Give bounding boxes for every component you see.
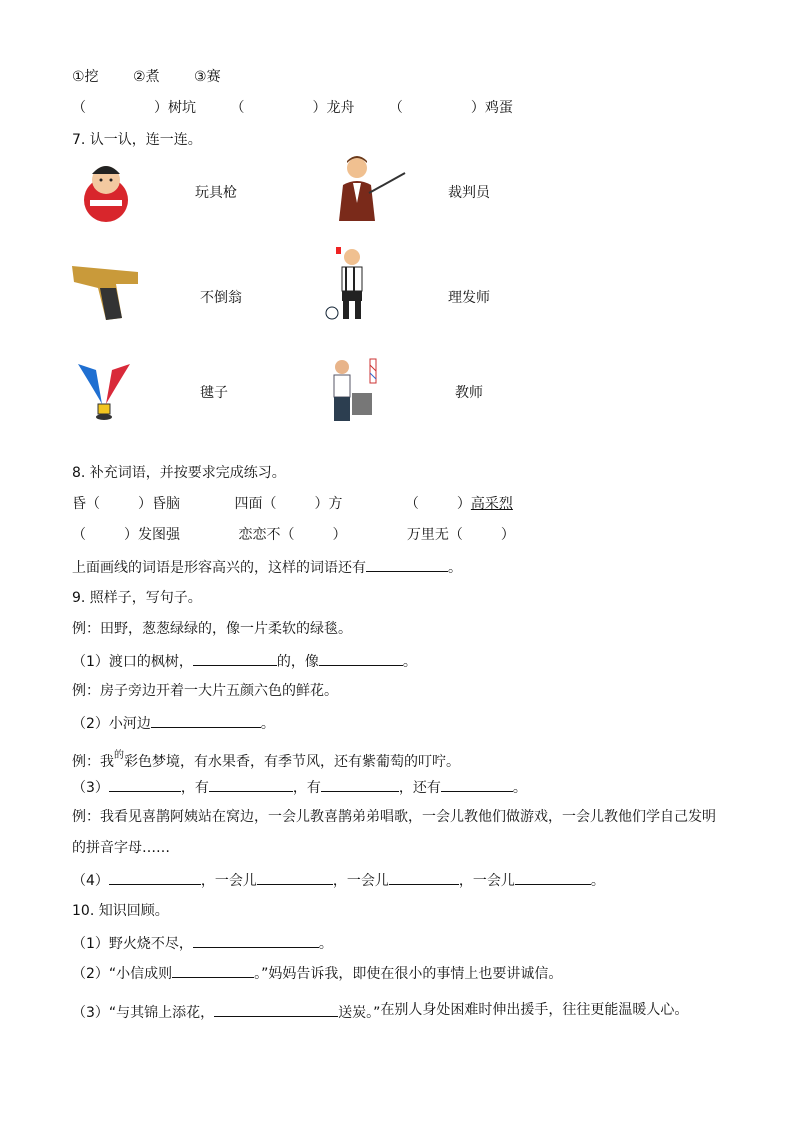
phrase: 龙舟 <box>326 100 355 116</box>
superscript-text: 的 <box>114 750 124 761</box>
answer-blank[interactable] <box>109 870 201 885</box>
paren: （ <box>230 100 245 116</box>
recall-3 <box>72 1002 688 1022</box>
text: （1）渡口的枫树， <box>72 654 193 670</box>
note-text: 上面画线的词语是形容高兴的，这样的词语还有 <box>72 560 366 576</box>
text: 的，像 <box>276 654 319 670</box>
answer-blank[interactable] <box>515 870 591 885</box>
q8-row2 <box>72 526 515 544</box>
q10-title: 10. 知识回顾。 <box>72 903 169 919</box>
text: （2）“小信成则 <box>72 966 173 982</box>
option-3: ③赛 <box>194 69 221 85</box>
q8-note <box>72 557 462 577</box>
answer-blank[interactable] <box>193 933 319 948</box>
paren: ） <box>154 100 168 116</box>
sentence-4 <box>72 870 605 890</box>
sentence-1 <box>72 651 417 671</box>
example-2: 例：房子旁边开着一大片五颜六色的鲜花。 <box>72 683 338 699</box>
label-referee[interactable]: 裁判员 <box>448 185 490 201</box>
label-tumbler[interactable]: 不倒翁 <box>200 290 242 306</box>
word-part: ）昏脑 <box>138 496 180 512</box>
text: 。”妈妈告诉我，即使在很小的事情上也要讲诚信。 <box>254 966 563 982</box>
answer-blank[interactable] <box>366 557 448 572</box>
q9-title: 9. 照样子，写句子。 <box>72 590 202 606</box>
text: （3）“与其锦上添花， <box>72 1005 215 1021</box>
text: ，一会儿 <box>332 873 389 889</box>
text: （3） <box>72 780 109 796</box>
text: 。 <box>318 936 333 952</box>
teacher-image <box>335 153 415 223</box>
label-barber[interactable]: 理发师 <box>448 290 490 306</box>
answer-blank[interactable] <box>214 1002 338 1017</box>
recall-2 <box>72 963 562 983</box>
answer-blank[interactable] <box>321 777 399 792</box>
phrase: 鸡蛋 <box>484 100 513 116</box>
example-1: 例：田野，葱葱绿绿的，像一片柔软的绿毯。 <box>72 621 352 637</box>
word-part: 恋恋不（ <box>238 527 295 543</box>
answer-blank[interactable] <box>257 870 333 885</box>
word-part: ）方 <box>314 496 343 512</box>
word-part: 四面（ <box>234 496 277 512</box>
text: （2）小河边 <box>72 716 151 732</box>
answer-blank[interactable] <box>172 963 254 978</box>
example-3 <box>72 747 460 771</box>
example-4-line-2: 的拼音字母…… <box>72 840 170 856</box>
referee-image <box>322 245 382 323</box>
text: 送炭。” <box>338 1005 381 1021</box>
paren: ） <box>312 100 327 116</box>
text: （4） <box>72 873 109 889</box>
word-part: ） <box>500 527 515 543</box>
q8-row1 <box>72 495 513 513</box>
q7-title: 7. 认一认，连一连。 <box>72 132 202 148</box>
q8-title: 8. 补充词语，并按要求完成练习。 <box>72 465 286 481</box>
text: 。 <box>512 780 527 796</box>
answer-blank[interactable] <box>209 777 293 792</box>
answer-blank[interactable] <box>193 651 277 666</box>
underlined-word: 高采烈 <box>470 496 513 512</box>
text: ，有 <box>180 780 209 796</box>
answer-blank[interactable] <box>389 870 459 885</box>
text: ，还有 <box>398 780 441 796</box>
word-part: （ <box>72 527 86 543</box>
word-part: ） <box>456 496 471 512</box>
sentence-3 <box>72 777 527 797</box>
text: ，一会儿 <box>458 873 515 889</box>
text: 彩色梦境，有水果香，有季节风，还有紫葡萄的叮咛。 <box>124 754 460 770</box>
option-2: ②煮 <box>133 69 160 85</box>
text: 。 <box>260 716 275 732</box>
q6-blanks <box>72 99 513 117</box>
answer-blank[interactable] <box>319 651 403 666</box>
text: （1）野火烧不尽， <box>72 936 193 952</box>
paren: ） <box>470 100 485 116</box>
answer-blank[interactable] <box>109 777 181 792</box>
punct: 。 <box>448 560 462 576</box>
word-part: ）发图强 <box>124 527 180 543</box>
recall-1 <box>72 933 333 953</box>
word-part: ） <box>332 527 347 543</box>
paren: （ <box>388 100 403 116</box>
text: 在别人身处困难时伸出援手，往往更能温暖人心。 <box>380 1002 689 1018</box>
word-part: 万里无（ <box>406 527 463 543</box>
tumbler-doll-image <box>80 160 132 222</box>
text: 。 <box>590 873 605 889</box>
option-1: ①挖 <box>72 69 99 85</box>
word-part: 昏（ <box>72 496 100 512</box>
example-4-line-1: 例：我看见喜鹊阿姨站在窝边，一会儿教喜鹊弟弟唱歌，一会儿教他们做游戏，一会儿教他们学自己发明 <box>72 809 716 825</box>
toy-gun-image <box>70 258 140 324</box>
label-toy-gun[interactable]: 玩具枪 <box>195 185 237 201</box>
q6-options <box>72 68 221 86</box>
word-part: （ <box>404 496 419 512</box>
phrase: 树坑 <box>168 100 196 116</box>
text: ，有 <box>292 780 321 796</box>
sentence-2 <box>72 713 275 733</box>
text: ，一会儿 <box>200 873 257 889</box>
shuttlecock-image <box>74 360 134 422</box>
text: 。 <box>402 654 417 670</box>
answer-blank[interactable] <box>441 777 513 792</box>
barber-image <box>320 355 382 425</box>
answer-blank[interactable] <box>151 713 261 728</box>
paren: （ <box>72 100 86 116</box>
label-teacher[interactable]: 教师 <box>455 385 483 401</box>
text: 例：我 <box>72 754 114 770</box>
label-shuttlecock[interactable]: 毽子 <box>200 385 228 401</box>
